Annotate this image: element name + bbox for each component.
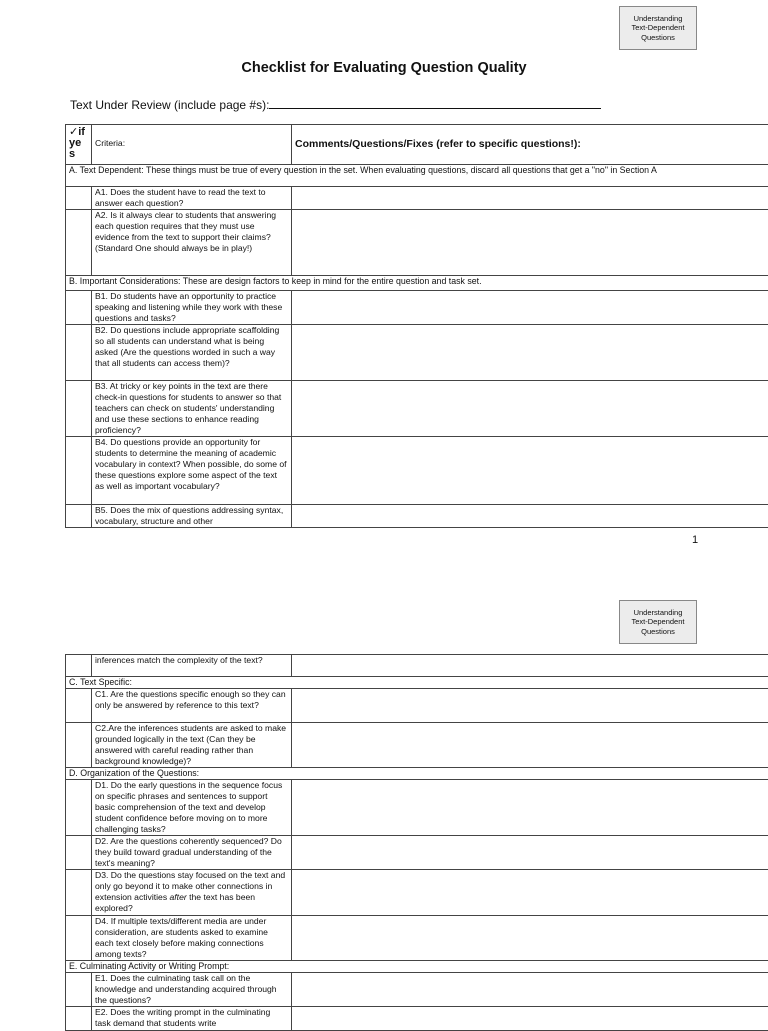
check-cell[interactable]	[66, 381, 92, 437]
doc-tag-line: Text-Dependent	[626, 617, 690, 627]
page-title: Checklist for Evaluating Question Quality	[0, 60, 768, 76]
review-label: Text Under Review (include page #s):	[70, 98, 269, 112]
comment-cell[interactable]	[292, 655, 768, 677]
check-cell[interactable]	[66, 655, 92, 677]
check-cell[interactable]	[66, 505, 92, 528]
criteria-cell	[92, 870, 292, 916]
table-row	[66, 723, 768, 768]
table-row	[66, 1007, 768, 1031]
check-header: ✓if ye s	[66, 125, 92, 165]
section-row	[66, 677, 768, 689]
check-cell[interactable]	[66, 836, 92, 870]
table-row	[66, 437, 768, 505]
doc-tag-line: Questions	[626, 33, 690, 43]
table-header-row	[66, 125, 768, 165]
check-cell[interactable]	[66, 689, 92, 723]
checklist-table-page2	[65, 654, 768, 1031]
section-c-heading: C. Text Specific:	[66, 677, 768, 689]
section-row	[66, 165, 768, 187]
doc-tag-box	[619, 6, 697, 50]
table-row	[66, 210, 768, 276]
table-row	[66, 291, 768, 325]
comment-cell[interactable]	[292, 325, 768, 381]
table-row	[66, 187, 768, 210]
doc-tag-line: Understanding	[626, 14, 690, 24]
comment-cell[interactable]	[292, 210, 768, 276]
check-cell[interactable]	[66, 973, 92, 1007]
section-row	[66, 961, 768, 973]
doc-tag-line: Questions	[626, 627, 690, 637]
comment-cell[interactable]	[292, 973, 768, 1007]
section-e-heading: E. Culminating Activity or Writing Prompt:	[66, 961, 768, 973]
table-row	[66, 505, 768, 528]
table-row	[66, 655, 768, 677]
check-cell[interactable]	[66, 325, 92, 381]
section-row	[66, 276, 768, 291]
criteria-header: Criteria:	[92, 125, 292, 165]
comment-cell[interactable]	[292, 1007, 768, 1031]
table-row	[66, 689, 768, 723]
comment-cell[interactable]	[292, 505, 768, 528]
table-row	[66, 870, 768, 916]
criteria-cell: C2.Are the inferences students are asked to make grounded logically in the text (Can they be answered with careful reading rather than background knowledge)?	[92, 723, 292, 768]
criteria-cell: E1. Does the culminating task call on the knowledge and understanding acquired through the questions?	[92, 973, 292, 1007]
criteria-cell: B1. Do students have an opportunity to practice speaking and listening while they work with these questions and tasks?	[92, 291, 292, 325]
check-cell[interactable]	[66, 1007, 92, 1031]
doc-tag-line: Text-Dependent	[626, 23, 690, 33]
text-under-review	[70, 98, 601, 112]
comment-cell[interactable]	[292, 836, 768, 870]
check-cell[interactable]	[66, 187, 92, 210]
criteria-cell: D4. If multiple texts/different media are under consideration, are students asked to examine each text closely before making connections among texts?	[92, 916, 292, 961]
section-d-heading: D. Organization of the Questions:	[66, 768, 768, 780]
checklist-table-page1	[65, 124, 768, 528]
criteria-cell: C1. Are the questions specific enough so they can only be answered by reference to this text?	[92, 689, 292, 723]
criteria-cell: B5. Does the mix of questions addressing syntax, vocabulary, structure and other	[92, 505, 292, 528]
criteria-cell: E2. Does the writing prompt in the culminating task demand that students write	[92, 1007, 292, 1031]
check-cell[interactable]	[66, 870, 92, 916]
section-a-heading: A. Text Dependent: These things must be true of every question in the set. When evaluating questions, discard all questions that get a "no" in Section A	[66, 165, 768, 187]
d3-text-b: the text has been explored?	[95, 892, 255, 913]
comment-cell[interactable]	[292, 870, 768, 916]
page-number: 1	[692, 534, 698, 546]
criteria-cell: B2. Do questions include appropriate scaffolding so all students can understand what is being asked (Are the questions worded in such a way that all students can access them)?	[92, 325, 292, 381]
check-cell[interactable]	[66, 291, 92, 325]
criteria-cell: A2. Is it always clear to students that answering each question requires that they must use evidence from the text to support their claims? (Standard One should always be in play!)	[92, 210, 292, 276]
check-cell[interactable]	[66, 210, 92, 276]
check-cell[interactable]	[66, 437, 92, 505]
d3-text-a: D3. Do the questions stay focused on the text and only go beyond it to make other connections in extension activities	[95, 870, 285, 902]
table-row	[66, 916, 768, 961]
criteria-cell: A1. Does the student have to read the text to answer each question?	[92, 187, 292, 210]
doc-tag-box	[619, 600, 697, 644]
criteria-cell: B3. At tricky or key points in the text are there check-in questions for students to answer so that teachers can check on students' understanding and use these sections to enhance reading proficiency?	[92, 381, 292, 437]
comment-cell[interactable]	[292, 291, 768, 325]
check-cell[interactable]	[66, 723, 92, 768]
comment-cell[interactable]	[292, 381, 768, 437]
comments-header: Comments/Questions/Fixes (refer to specific questions!):	[292, 125, 768, 165]
table-row	[66, 780, 768, 836]
criteria-cell: D2. Are the questions coherently sequenced? Do they build toward gradual understanding of the text's meaning?	[92, 836, 292, 870]
table-row	[66, 836, 768, 870]
criteria-cell: D1. Do the early questions in the sequence focus on specific phrases and sentences to support basic comprehension of the text and develop student confidence before moving on to more challenging tasks?	[92, 780, 292, 836]
table-row	[66, 973, 768, 1007]
comment-cell[interactable]	[292, 689, 768, 723]
doc-tag-line: Understanding	[626, 608, 690, 618]
comment-cell[interactable]	[292, 187, 768, 210]
check-cell[interactable]	[66, 780, 92, 836]
criteria-cell: B4. Do questions provide an opportunity for students to determine the meaning of academic vocabulary in context? When possible, do some of these questions explore some aspect of the text as well as important vocabulary?	[92, 437, 292, 505]
comment-cell[interactable]	[292, 723, 768, 768]
review-blank-line	[269, 98, 601, 109]
check-cell[interactable]	[66, 916, 92, 961]
comment-cell[interactable]	[292, 437, 768, 505]
comment-cell[interactable]	[292, 780, 768, 836]
comment-cell[interactable]	[292, 916, 768, 961]
criteria-cell: inferences match the complexity of the text?	[92, 655, 292, 677]
section-row	[66, 768, 768, 780]
table-row	[66, 325, 768, 381]
d3-emphasis: after	[170, 892, 187, 902]
table-row	[66, 381, 768, 437]
section-b-heading: B. Important Considerations: These are design factors to keep in mind for the entire question and task set.	[66, 276, 768, 291]
